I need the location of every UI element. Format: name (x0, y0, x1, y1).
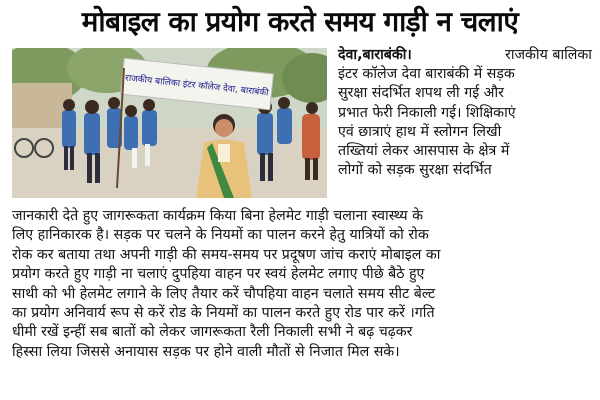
body-line: रोक कर बताया तथा अपनी गाड़ी की समय-समय पर प्रदूषण जांच कराएं मोबाइल का (12, 246, 441, 263)
body-line: साथी को भी हेलमेट लगाने के लिए तैयार करें चौपहिया वाहन चलाते समय सीट बेल्ट (12, 285, 436, 302)
lead-line: सुरक्षा संदर्भित शपथ ली गई और (338, 85, 504, 102)
lead-line: लोगों को सड़क सुरक्षा संदर्भित (338, 162, 492, 179)
banner-text: राजकीय बालिका इंटर कॉलेज देवा, बाराबंकी (124, 73, 269, 99)
headline: मोबाइल का प्रयोग करते समय गाड़ी न चलाएं (81, 5, 519, 38)
lead-line (338, 46, 592, 65)
body-line: जानकारी देते हुए जागरूकता कार्यक्रम किया बिना हेलमेट गाड़ी चलाना स्वास्थ्य के (12, 208, 424, 224)
lead-line-text: राजकीय बालिका (505, 47, 592, 63)
lead-line: प्रभात फेरी निकाली गई। शिक्षिकाएं (338, 104, 516, 121)
lead-line: तख्तियां लेकर आसपास के क्षेत्र में (338, 143, 510, 160)
rally-photo (12, 48, 327, 198)
lead-line: एवं छात्राएं हाथ में स्लोगन लिखी (338, 123, 502, 140)
article-lead (338, 46, 592, 180)
rally-photo-illustration (12, 48, 327, 198)
body-line: लिए हानिकारक है। सड़क पर चलने के नियमों का पालन करने हेतु यात्रियों को रोक (12, 227, 429, 244)
body-line: प्रयोग करते हुए गाड़ी ना चलाएं दुपहिया वाहन पर स्वयं हेलमेट लगाए पीछे बैठे हुए (12, 266, 425, 283)
lead-line: इंटर कॉलेज देवा बाराबंकी में सड़क (338, 66, 515, 83)
body-line: धीमी रखें इन्हीं सब बातों को लेकर जागरूकता रैली निकाली सभी ने बढ़ चढ़कर (12, 324, 413, 341)
dateline: देवा,बाराबंकी। (338, 47, 412, 63)
body-line: हिस्सा लिया जिससे अनायास सड़क पर होने वाली मौतों से निजात मिल सके। (12, 343, 400, 360)
article-body (12, 207, 592, 362)
body-line: का प्रयोग अनिवार्य रूप से करें रोड के नियमों का पालन करते हुए रोड पार करें ।गति (12, 305, 435, 322)
